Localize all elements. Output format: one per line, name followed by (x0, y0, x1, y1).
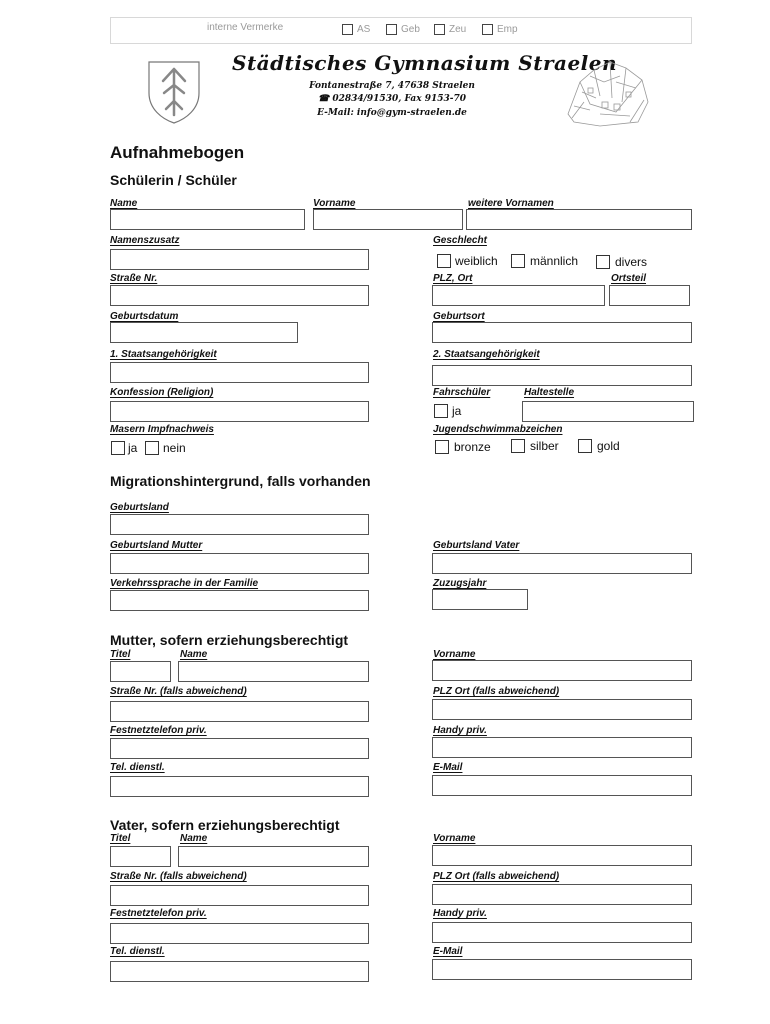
mutter-handy-field[interactable] (432, 737, 692, 758)
vater-handy-field[interactable] (432, 922, 692, 943)
vater-titel-field[interactable] (110, 846, 171, 867)
staatsangehoerigkeit-2-field[interactable] (432, 365, 692, 386)
migration-heading: Migrationshintergrund, falls vorhanden (110, 473, 371, 489)
vater-email-label: E-Mail (433, 946, 463, 957)
mutter-titel-field[interactable] (110, 661, 171, 682)
geburtsland-vater-label: Geburtsland Vater (433, 540, 520, 551)
geburtsort-field[interactable] (432, 322, 692, 343)
masern-ja-label: ja (128, 441, 138, 455)
silber-checkbox[interactable] (511, 439, 525, 453)
weitere-vornamen-label: weitere Vornamen (468, 198, 554, 209)
geburtsland-mutter-field[interactable] (110, 553, 369, 574)
strasse-field[interactable] (110, 285, 369, 306)
masern-label: Masern Impfnachweis (110, 424, 214, 435)
vater-name-label: Name (180, 833, 208, 844)
mutter-dienst-label: Tel. dienstl. (110, 762, 165, 773)
geburtsland-mutter-label: Geburtsland Mutter (110, 540, 203, 551)
mutter-plz-label: PLZ Ort (falls abweichend) (433, 686, 560, 697)
name-label: Name (110, 198, 138, 209)
konfession-label: Konfession (Religion) (110, 387, 214, 398)
plz-ort-label: PLZ, Ort (433, 273, 473, 284)
school-email: E-Mail: info@gym-straelen.de (317, 108, 467, 118)
vater-festnetz-field[interactable] (110, 923, 369, 944)
check-as[interactable] (342, 24, 353, 35)
vater-plz-field[interactable] (432, 884, 692, 905)
mutter-email-label: E-Mail (433, 762, 463, 773)
check-geb-label: Geb (401, 24, 420, 35)
fahrschueler-ja-label: ja (452, 404, 462, 418)
vorname-label: Vorname (313, 198, 356, 209)
vater-name-field[interactable] (178, 846, 369, 867)
mutter-handy-label: Handy priv. (433, 725, 487, 736)
geburtsdatum-label: Geburtsdatum (110, 311, 179, 322)
bronze-label: bronze (454, 440, 491, 454)
divers-label: divers (615, 255, 648, 269)
mutter-festnetz-label: Festnetztelefon priv. (110, 725, 207, 736)
weiblich-checkbox[interactable] (437, 254, 451, 268)
vater-festnetz-label: Festnetztelefon priv. (110, 908, 207, 919)
zuzugsjahr-label: Zuzugsjahr (433, 578, 487, 589)
verkehrssprache-label: Verkehrssprache in der Familie (110, 578, 259, 589)
mutter-titel-label: Titel (110, 649, 131, 660)
mutter-vorname-label: Vorname (433, 649, 476, 660)
namenszusatz-label: Namenszusatz (110, 235, 180, 246)
check-emp[interactable] (482, 24, 493, 35)
schwimmabzeichen-label: Jugendschwimmabzeichen (433, 424, 563, 435)
vater-dienst-field[interactable] (110, 961, 369, 982)
geburtsland-label: Geburtsland (110, 502, 169, 513)
vater-email-field[interactable] (432, 959, 692, 980)
mutter-heading: Mutter, sofern erziehungsberechtigt (110, 632, 349, 648)
haltestelle-label: Haltestelle (524, 387, 575, 398)
masern-nein-label: nein (163, 441, 186, 455)
masern-nein-checkbox[interactable] (145, 441, 159, 455)
check-emp-label: Emp (497, 24, 518, 35)
student-heading: Schülerin / Schüler (110, 172, 237, 188)
mutter-dienst-field[interactable] (110, 776, 369, 797)
haltestelle-field[interactable] (522, 401, 694, 422)
ortsteil-field[interactable] (609, 285, 690, 306)
mutter-email-field[interactable] (432, 775, 692, 796)
mutter-strasse-label: Straße Nr. (falls abweichend) (110, 686, 247, 697)
verkehrssprache-field[interactable] (110, 590, 369, 611)
fahrschueler-label: Fahrschüler (433, 387, 491, 398)
geburtsland-vater-field[interactable] (432, 553, 692, 574)
ortsteil-label: Ortsteil (611, 273, 647, 284)
check-as-label: AS (357, 24, 371, 35)
form-title: Aufnahmebogen (110, 143, 245, 162)
geschlecht-label: Geschlecht (433, 235, 487, 246)
bronze-checkbox[interactable] (435, 440, 449, 454)
coat-of-arms-icon (146, 59, 202, 125)
mutter-vorname-field[interactable] (432, 660, 692, 681)
fahrschueler-ja-checkbox[interactable] (434, 404, 448, 418)
masern-ja-checkbox[interactable] (111, 441, 125, 455)
mutter-name-field[interactable] (178, 661, 369, 682)
strasse-label: Straße Nr. (110, 273, 158, 284)
zuzugsjahr-field[interactable] (432, 589, 528, 610)
vater-dienst-label: Tel. dienstl. (110, 946, 165, 957)
mutter-strasse-field[interactable] (110, 701, 369, 722)
geburtsort-label: Geburtsort (433, 311, 485, 322)
mutter-name-label: Name (180, 649, 208, 660)
check-zeu[interactable] (434, 24, 445, 35)
staatsangehoerigkeit-2-label: 2. Staatsangehörigkeit (433, 349, 540, 360)
mutter-plz-field[interactable] (432, 699, 692, 720)
student-name-field[interactable] (110, 209, 305, 230)
silber-label: silber (530, 439, 559, 453)
school-name: Städtisches Gymnasium Straelen (232, 51, 618, 75)
staatsangehoerigkeit-1-label: 1. Staatsangehörigkeit (110, 349, 217, 360)
school-building-icon (560, 52, 652, 130)
staatsangehoerigkeit-1-field[interactable] (110, 362, 369, 383)
gold-checkbox[interactable] (578, 439, 592, 453)
student-weitere-vornamen-field[interactable] (466, 209, 692, 230)
konfession-field[interactable] (110, 401, 369, 422)
vater-strasse-label: Straße Nr. (falls abweichend) (110, 871, 247, 882)
namenszusatz-field[interactable] (110, 249, 369, 270)
vater-vorname-label: Vorname (433, 833, 476, 844)
school-address: Fontanestraße 7, 47638 Straelen (309, 81, 475, 91)
vater-strasse-field[interactable] (110, 885, 369, 906)
plz-ort-field[interactable] (432, 285, 605, 306)
geburtsland-field[interactable] (110, 514, 369, 535)
student-vorname-field[interactable] (313, 209, 463, 230)
weiblich-label: weiblich (455, 254, 498, 268)
vater-plz-label: PLZ Ort (falls abweichend) (433, 871, 560, 882)
maennlich-checkbox[interactable] (511, 254, 525, 268)
vater-handy-label: Handy priv. (433, 908, 487, 919)
vater-titel-label: Titel (110, 833, 131, 844)
internal-notes-title: interne Vermerke (207, 22, 284, 33)
mutter-festnetz-field[interactable] (110, 738, 369, 759)
school-phone: ☎ 02834/91530, Fax 9153-70 (317, 94, 467, 104)
vater-vorname-field[interactable] (432, 845, 692, 866)
divers-checkbox[interactable] (596, 255, 610, 269)
check-zeu-label: Zeu (449, 24, 467, 35)
gold-label: gold (597, 439, 620, 453)
check-geb[interactable] (386, 24, 397, 35)
geburtsdatum-field[interactable] (110, 322, 298, 343)
vater-heading: Vater, sofern erziehungsberechtigt (110, 817, 340, 833)
maennlich-label: männlich (530, 254, 579, 268)
